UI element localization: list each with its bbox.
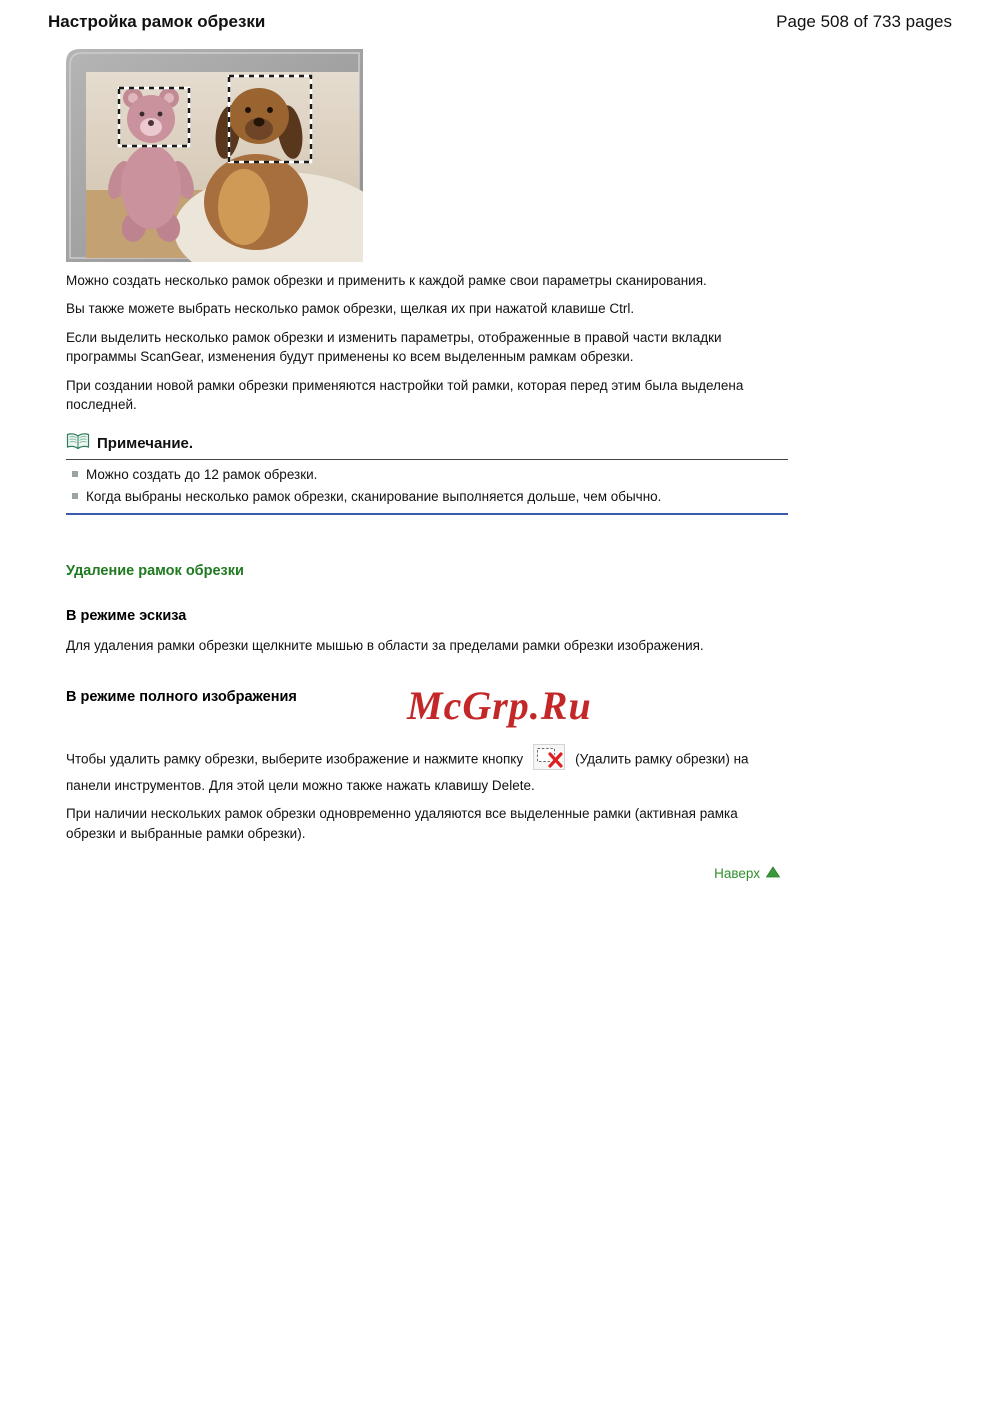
up-triangle-icon xyxy=(766,864,780,884)
top-link-row xyxy=(66,864,780,884)
note-item: Можно создать до 12 рамок обрезки. xyxy=(66,465,766,485)
note-header xyxy=(66,433,788,460)
note-list xyxy=(66,465,788,507)
subsection-full-image-mode xyxy=(66,683,1000,843)
full-image-mode-text-1 xyxy=(66,744,766,795)
intro-paragraph-4: При создании новой рамки обрезки применяются настройки той рамки, которая перед этим была выделена последней. xyxy=(66,377,744,413)
text-before-icon: Чтобы удалить рамку обрезки, выберите изображение и нажмите кнопку xyxy=(66,751,524,767)
watermark: McGrp.Ru xyxy=(407,683,592,729)
section-heading-delete-crop-frames: Удаление рамок обрезки xyxy=(66,562,244,579)
subheading-thumbnail-mode: В режиме эскиза xyxy=(66,607,187,624)
intro-paragraph-1: Можно создать несколько рамок обрезки и применить к каждой рамке свои параметры сканирования. xyxy=(66,272,707,288)
back-to-top-label: Наверх xyxy=(714,865,760,881)
subheading-full-image-mode: В режиме полного изображения xyxy=(66,689,297,706)
note-item: Когда выбраны несколько рамок обрезки, сканирование выполняется дольше, чем обычно. xyxy=(66,487,766,507)
open-book-icon xyxy=(66,433,90,456)
page-content xyxy=(0,49,1000,883)
intro-paragraph-2: Вы также можете выбрать несколько рамок обрезки, щелкая их при нажатой клавише Ctrl. xyxy=(66,301,635,317)
full-image-mode-text-2: При наличии нескольких рамок обрезки одновременно удаляются все выделенные рамки (активная рамка обрезки и выбранные рамки обрезки). xyxy=(66,806,738,841)
note-bottom-rule xyxy=(66,513,788,515)
back-to-top-link[interactable] xyxy=(714,864,780,884)
page-title: Настройка рамок обрезки xyxy=(48,12,266,31)
note-box xyxy=(66,433,788,515)
text-after-icon: (Удалить рамку обрезки) на панели инструментов. Для этой цели можно также нажать клавишу Delete. xyxy=(66,751,749,793)
scan-preview-illustration xyxy=(66,49,363,262)
note-title: Примечание. xyxy=(97,435,194,453)
scan-preview-image xyxy=(66,49,363,262)
intro-paragraph-3: Если выделить несколько рамок обрезки и изменить параметры, отображенные в правой части вкладки программы ScanGear, изменения будут применены ко всем выделенным рамкам обрезки. xyxy=(66,329,722,365)
delete-crop-frame-icon xyxy=(533,744,565,776)
thumbnail-mode-text: Для удаления рамки обрезки щелкните мышью в области за пределами рамки обрезки изображения. xyxy=(66,637,704,653)
page-number-info: Page 508 of 733 pages xyxy=(776,12,952,31)
page-header xyxy=(0,0,1000,35)
